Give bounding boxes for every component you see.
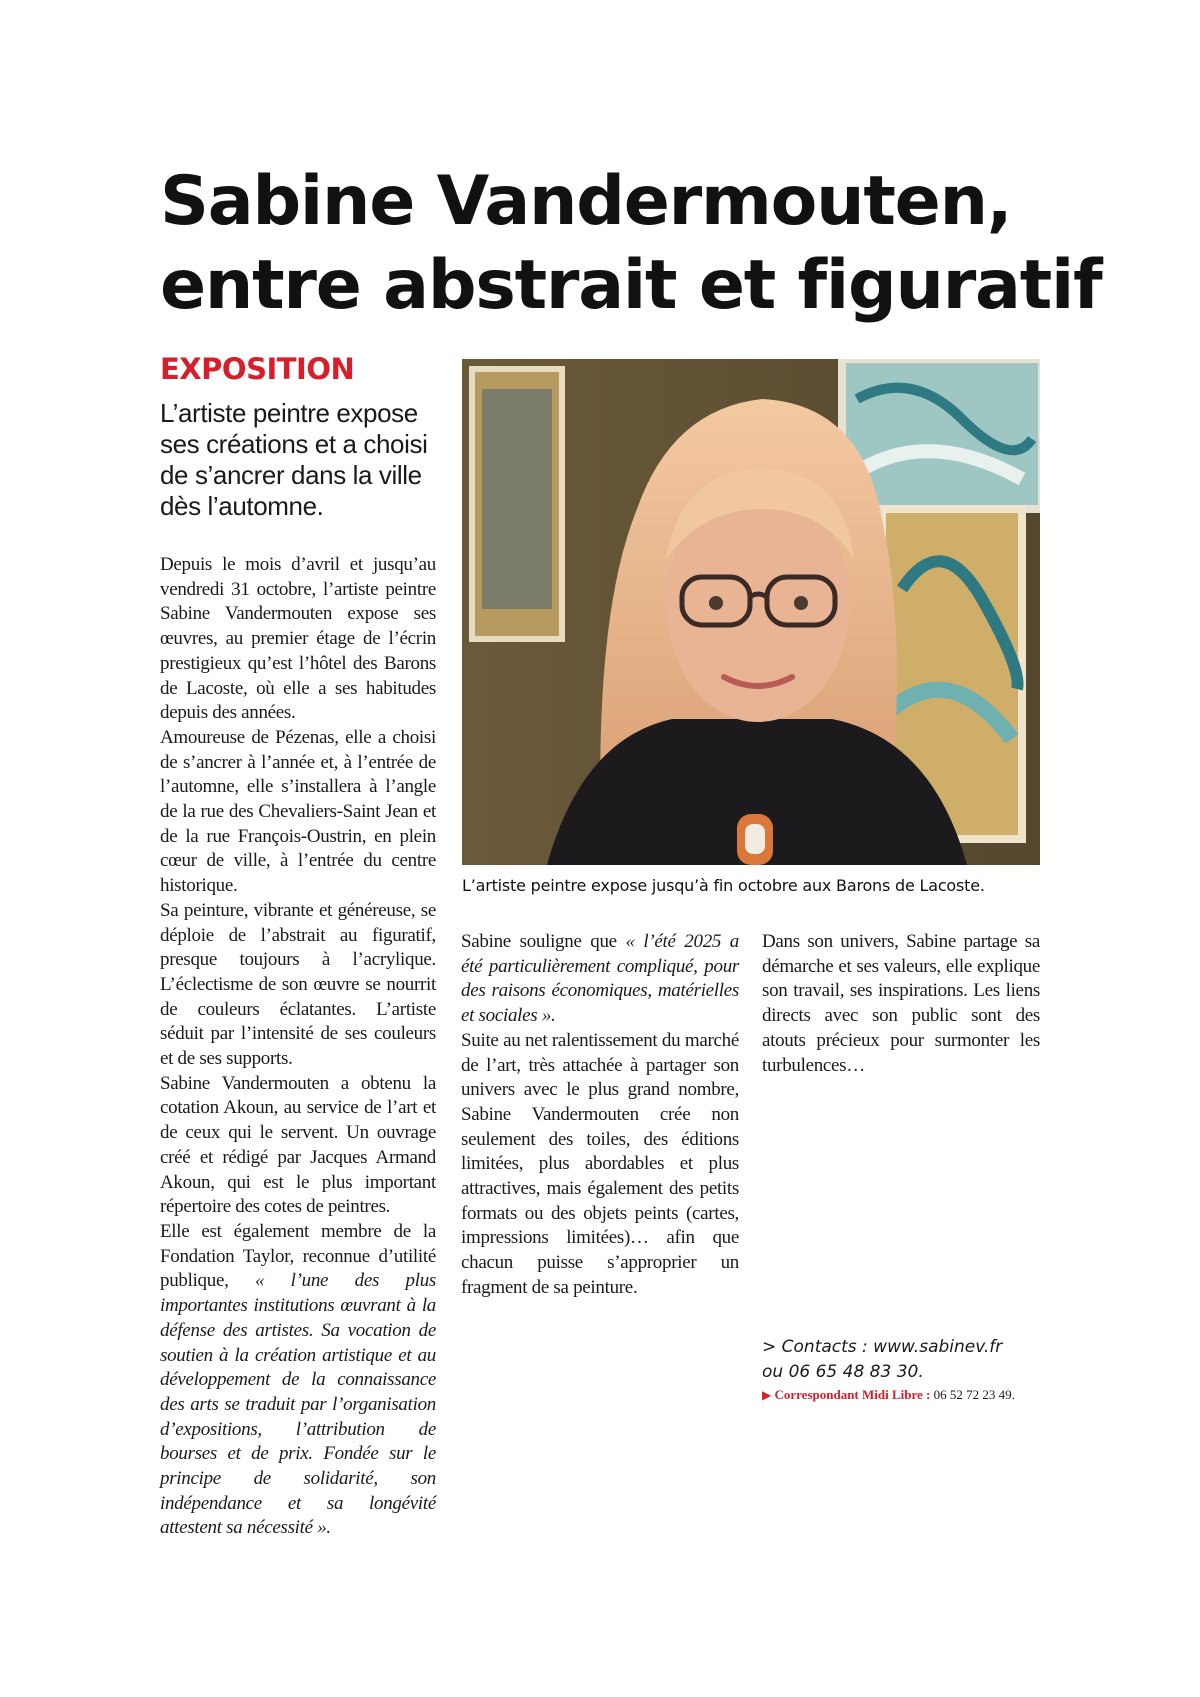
contacts-block	[762, 1335, 1042, 1385]
headline-line-1: Sabine Vandermouten,	[160, 162, 1012, 241]
body-paragraph: Sa peinture, vibrante et généreuse, se déploie de l’abstrait au figuratif, presque toujours à l’acrylique. L’éclectisme de son œuvre se nourrit de couleurs éclatantes. L’artiste séduit par l’intensité de ses couleurs et de ses supports.	[160, 899, 436, 1070]
body-paragraph	[461, 930, 739, 1029]
body-text: Sabine souligne que	[461, 931, 626, 952]
contacts-phone: ou 06 65 48 83 30.	[762, 1362, 924, 1382]
quote-text: « l’une des plus importantes institutions œuvrant à la défense des artistes. Sa vocation de soutien à la création artistique et au développement de la connaissance des arts se traduit par l’organisation d’expositions, l’attribution de bourses et de prix. Fondée sur le principe de solidarité, son indépendance et sa longévité attestent sa nécessité ».	[160, 1270, 436, 1539]
artist-photo	[462, 359, 1040, 865]
quote-text: « l’été 2025 a été particulièrement compliqué, pour des raisons économiques, matérielles et sociales ».	[461, 931, 739, 1027]
lead-paragraph: L’artiste peintre expose ses créations et a choisi de s’ancrer dans la ville dès l’automne.	[160, 398, 428, 521]
body-paragraph: Amoureuse de Pézenas, elle a choisi de s’ancrer à l’année et, à l’entrée de l’automne, elle s’installera à l’angle de la rue des Chevaliers-Saint Jean et de la rue François-Oustrin, en plein cœur de ville, à l’entrée du centre historique.	[160, 726, 436, 897]
contacts-website: > Contacts : www.sabinev.fr	[762, 1337, 1003, 1357]
body-paragraph	[160, 1220, 436, 1541]
body-paragraph: Sabine Vandermouten a obtenu la cotation Akoun, au service de l’art et de ceux qui le servent. Un ouvrage créé et rédigé par Jacques Armand Akoun, qui est le plus important répertoire des cotes de peintres.	[160, 1072, 436, 1218]
correspondent-line	[762, 1387, 1015, 1403]
correspondent-label: Correspondant Midi Libre :	[774, 1387, 931, 1402]
headline-line-2: entre abstrait et figuratif	[160, 246, 1102, 325]
body-paragraph: Depuis le mois d’avril et jusqu’au vendredi 31 octobre, l’artiste peintre Sabine Vandermouten expose ses œuvres, au premier étage de l’écrin prestigieux qu’est l’hôtel des Barons de Lacoste, où elle a ses habitudes depuis des années.	[160, 554, 436, 724]
body-column-1	[160, 553, 436, 1541]
headline	[160, 160, 1102, 328]
body-text: Elle est également membre de la Fondation Taylor, reconnue d’utilité publique,	[160, 1220, 436, 1292]
body-column-3	[762, 930, 1040, 1078]
section-kicker: EXPOSITION	[160, 352, 355, 386]
triangle-bullet-icon: ▶	[762, 1388, 772, 1402]
body-paragraph: Dans son univers, Sabine partage sa démarche et ses valeurs, elle explique son travail, ses inspirations. Les liens directs avec son public sont des atouts précieux pour surmonter les turbulences…	[762, 931, 1040, 1076]
body-column-2	[461, 930, 739, 1301]
body-paragraph: Suite au net ralentissement du marché de l’art, très attachée à partager son univers avec le plus grand nombre, Sabine Vandermouten crée non seulement des toiles, des éditions limitées, plus abordables et plus attractives, mais également des petits formats ou des objets peints (cartes, impressions limitées)… afin que chacun puisse s’approprier un fragment de sa peinture.	[461, 1029, 739, 1298]
photo-caption: L’artiste peintre expose jusqu’à fin octobre aux Barons de Lacoste.	[462, 876, 985, 895]
correspondent-phone: 06 52 72 23 49.	[933, 1387, 1015, 1402]
